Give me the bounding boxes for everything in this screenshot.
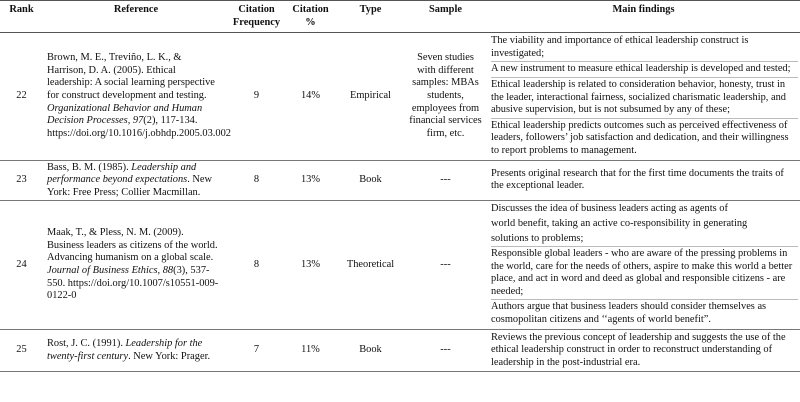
header-sample: Sample — [404, 1, 487, 33]
header-type: Type — [337, 1, 404, 33]
finding-item: Presents original research that for the first time documents the traits of the exceptional leader. — [491, 167, 784, 192]
finding-item: Responsible global leaders - who are aware of the pressing problems in the world, care for the needs of others, aspire to make this world a better place, and act in word and deed as global and responsible citizens - are needed; — [491, 247, 798, 300]
frequency-cell: 8 — [229, 160, 284, 201]
type-cell: Book — [337, 329, 404, 372]
reference-cell: Rost, J. C. (1991). Leadership for the twenty-first century. New York: Prager. — [43, 329, 229, 372]
sample-cell: --- — [404, 201, 487, 329]
rank-cell: 22 — [0, 33, 43, 160]
finding-item: Reviews the previous concept of leadership and suggests the use of the ethical leadership construct in order to reconstruct understanding of leadership in the post-industrial era. — [491, 331, 786, 368]
findings-cell — [487, 33, 800, 160]
header-main-findings: Main findings — [487, 1, 800, 33]
table-row — [0, 201, 800, 329]
rank-cell: 23 — [0, 160, 43, 201]
findings-cell — [487, 201, 800, 329]
type-cell: Theoretical — [337, 201, 404, 329]
header-rank: Rank — [0, 1, 43, 33]
finding-item: Discusses the idea of business leaders acting as agents of — [491, 203, 728, 215]
table-row — [0, 329, 800, 372]
finding-item: The viability and importance of ethical leadership construct is investigated; — [491, 34, 798, 62]
reference-cell: Maak, T., & Pless, N. M. (2009). Business leaders as citizens of the world. Advancing humanism on a global scale. Journal of Business Ethics, 88(3), 537-550. https://doi.org/10.1007/s10551-009-0122-0 — [43, 201, 229, 329]
header-citation-frequency: Citation Frequency — [229, 1, 284, 33]
finding-item: Ethical leadership predicts outcomes such as perceived effectiveness of leaders, followers’ job satisfaction and dedication, and their willingness to report problems to management. — [491, 119, 789, 156]
findings-cell — [487, 329, 800, 372]
finding-item: solutions to problems; — [491, 232, 798, 248]
reference-cell: Bass, B. M. (1985). Leadership and performance beyond expectations. New York: Free Press; Collier Macmillan. — [43, 160, 229, 201]
table-row — [0, 160, 800, 201]
reference-cell: Brown, M. E., Treviño, L. K., & Harrison, D. A. (2005). Ethical leadership: A social learning perspective for construct development and testing. Organizational Behavior and Human Decision Processes, 97(2), 117-134. https://doi.org/10.1016/j.obhdp.2005.03.002 — [43, 33, 229, 160]
finding-item: Ethical leadership is related to consideration behavior, honesty, trust in the leader, interactional fairness, socialized charismatic leadership, and abusive supervision, but is not subsumed by any of these; — [491, 78, 798, 119]
type-cell: Book — [337, 160, 404, 201]
percent-cell: 14% — [284, 33, 337, 160]
table-row — [0, 33, 800, 160]
percent-cell: 13% — [284, 160, 337, 201]
sample-cell: --- — [404, 329, 487, 372]
header-reference: Reference — [43, 1, 229, 33]
frequency-cell: 9 — [229, 33, 284, 160]
type-cell: Empirical — [337, 33, 404, 160]
frequency-cell: 8 — [229, 201, 284, 329]
percent-cell: 13% — [284, 201, 337, 329]
frequency-cell: 7 — [229, 329, 284, 372]
finding-item: world benefit, taking an active co-responsibility in generating — [491, 217, 748, 229]
findings-cell — [487, 160, 800, 201]
rank-cell: 24 — [0, 201, 43, 329]
percent-cell: 11% — [284, 329, 337, 372]
sample-cell: Seven studies with different samples: MBAs students, employees from financial services firm, etc. — [404, 33, 487, 160]
finding-item: A new instrument to measure ethical leadership is developed and tested; — [491, 62, 798, 78]
header-row — [0, 1, 800, 33]
sample-cell: --- — [404, 160, 487, 201]
rank-cell: 25 — [0, 329, 43, 372]
header-citation-percent: Citation % — [284, 1, 337, 33]
finding-item: Authors argue that business leaders should consider themselves as cosmopolitan citizens and ‘‘agents of world benefit”. — [491, 301, 767, 326]
